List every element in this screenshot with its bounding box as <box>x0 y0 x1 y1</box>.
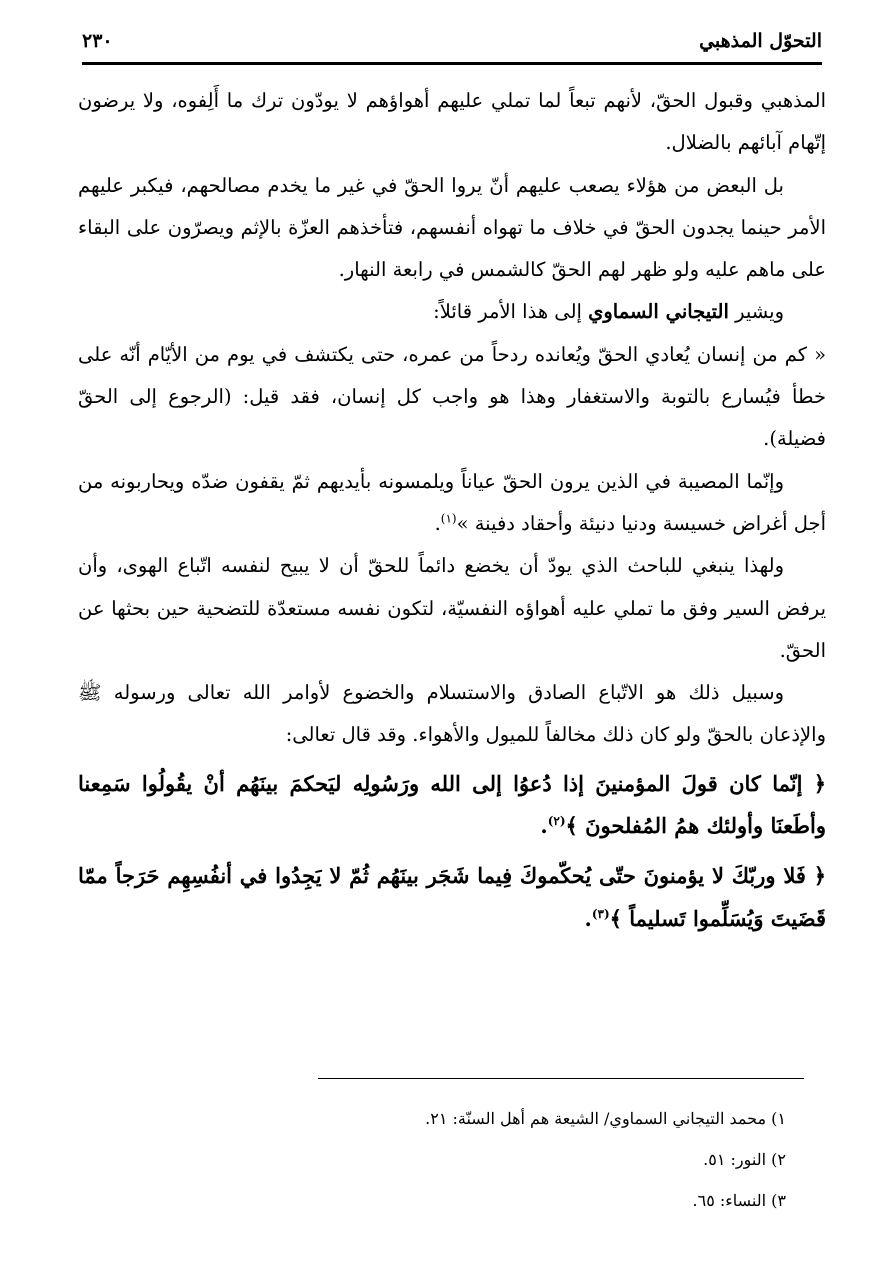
page-number: ٢٣٠ <box>82 30 113 52</box>
verse-end: . <box>540 813 548 839</box>
footnotes <box>82 1098 822 1221</box>
verse-text: ﴿ فَلا وربّكَ لا يؤمنونَ حتّى يُحكّموكَ فِيما شَجَر بينَهُم ثُمّ لا يَجِدُوا في أنفُسِهِم حَرَجاً ممّا قَضَيتَ وَيُسَلِّموا تَسليماً ﴾ <box>78 863 826 931</box>
paragraph: ولهذا ينبغي للباحث الذي يودّ أن يخضع دائماً للحقّ أن لا يبيح لنفسه اتّباع الهوى، وأن يرفض السير وفق ما تملي عليه أهواؤه النفسيّة، لتكون نفسه مستعدّة للتضحية حين بحثها عن الحقّ. <box>78 554 826 662</box>
footnote-rule <box>318 1078 804 1079</box>
intro-before: ويشير <box>728 300 784 324</box>
paragraph: بل البعض من هؤلاء يصعب عليهم أنّ يروا الحقّ في غير ما يخدم مصالحهم، فيكبر عليهم الأمر حينما يجدون الحقّ في خلاف ما تهواه أنفسهم، فتأخذهم العزّة بالإثم ويصرّون على البقاء على ماهم عليه ولو ظهر لهم الحقّ كالشمس في رابعة النهار. <box>78 173 826 282</box>
footnote: ٢) النور: ٥١. <box>703 1150 786 1169</box>
footnote: ١) محمد التيجاني السماوي/ الشيعة هم أهل السنّة: ٢١. <box>425 1109 786 1128</box>
quran-verse <box>78 855 826 940</box>
main-text <box>78 80 826 940</box>
quote-end: . <box>434 511 441 535</box>
author-name: التيجاني السماوي <box>588 300 729 324</box>
paragraph: وسبيل ذلك هو الاتّباع الصادق والاستسلام والخضوع لأوامر الله تعالى ورسوله ﷺ والإذعان بالحقّ ولو كان ذلك مخالفاً للميول والأهواء. وقد قال تعالى: <box>78 681 826 747</box>
footnote-ref: (٣) <box>591 906 610 921</box>
footnote-ref: (٢) <box>547 814 566 829</box>
footnote: ٣) النساء: ٦٥. <box>692 1191 786 1210</box>
paragraph: المذهبي وقبول الحقّ، لأنهم تبعاً لما تملي عليهم أهواؤهم لا يودّون ترك ما أَلِفوه، ولا يرضون إتّهام آبائهم بالضلال. <box>78 89 826 155</box>
footnote-ref: (١) <box>440 511 457 526</box>
block-quote: « كم من إنسان يُعادي الحقّ ويُعانده ردحاً من عمره، حتى يكتشف في يوم من الأيّام أنّه على خطأ فيُسارع بالتوبة والاستغفار وهذا هو واجب كل إنسان، فقد قيل: (الرجوع إلى الحقّ فضيلة). <box>78 342 826 451</box>
quote-intro <box>78 291 826 333</box>
page-header <box>82 28 822 60</box>
header-rule <box>82 62 822 65</box>
chapter-title: التحوّل المذهبي <box>699 30 822 52</box>
intro-after: إلى هذا الأمر قائلاً: <box>433 300 589 324</box>
quote-text: وإنّما المصيبة في الذين يرون الحقّ عياناً ويلمسونه بأيديهم ثمّ يقفون ضدّه ويحاربونه من أجل أغراض خسيسة ودنيا دنيئة وأحقاد دفينة » <box>78 469 826 535</box>
verse-end: . <box>584 905 592 931</box>
quran-verse <box>78 763 826 848</box>
verse-text: ﴿ إنّما كان قولَ المؤمنينَ إذا دُعوُا إلى الله ورَسُولِه ليَحكمَ بينَهُم أنْ يقُولُوا سَمِعنا وأطَعنَا وأولئك همُ المُفلحونَ ﴾ <box>78 770 826 839</box>
block-quote <box>78 461 826 546</box>
